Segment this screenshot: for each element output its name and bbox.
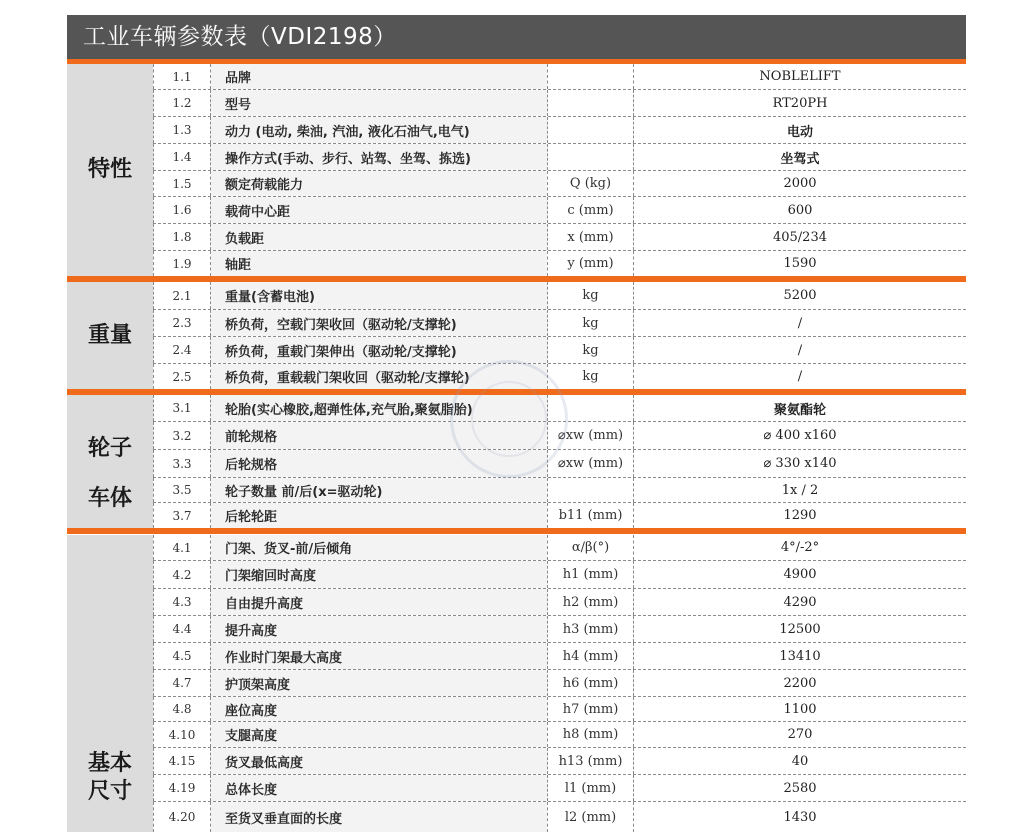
parameter-value: 1590	[783, 256, 817, 271]
row-number: 1.6	[153, 197, 211, 223]
parameter-value: NOBLELIFT	[759, 69, 841, 84]
row-number: 1.9	[153, 251, 211, 276]
row-number: 2.5	[153, 364, 211, 389]
row-number: 1.1	[153, 64, 211, 89]
section-category	[67, 535, 153, 832]
table-row	[153, 802, 966, 832]
category-label: 车体	[87, 486, 132, 511]
row-number: 4.10	[153, 722, 211, 747]
parameter-unit	[547, 395, 634, 421]
category-label: 基本	[87, 751, 132, 776]
parameter-value: 聚氨酯轮	[773, 402, 826, 418]
parameter-name: 载荷中心距	[211, 197, 547, 223]
table-row	[153, 251, 966, 276]
table-row	[153, 616, 966, 643]
category-label: 轮子	[87, 436, 132, 461]
parameter-name: 重量(含蓄电池)	[211, 282, 547, 309]
row-number: 4.1	[153, 535, 211, 560]
parameter-unit: α/β(°)	[547, 535, 634, 560]
parameter-name: 品牌	[211, 64, 547, 89]
parameter-name: 座位高度	[211, 697, 547, 721]
parameter-unit	[547, 117, 634, 143]
parameter-value: 2200	[783, 675, 817, 691]
parameter-unit: h2 (mm)	[547, 589, 634, 615]
parameter-unit: kg	[547, 310, 634, 336]
parameter-unit: h3 (mm)	[547, 616, 634, 642]
parameter-unit: y (mm)	[547, 251, 634, 276]
table-row	[153, 748, 966, 775]
parameter-unit: Q (kg)	[547, 171, 634, 196]
parameter-unit: h6 (mm)	[547, 670, 634, 696]
table-row	[153, 450, 966, 478]
parameter-name: 作业时门架最大高度	[211, 643, 547, 669]
row-number: 1.4	[153, 144, 211, 170]
spec-section	[67, 64, 966, 276]
row-number: 4.15	[153, 748, 211, 774]
row-number: 4.20	[153, 802, 211, 832]
parameter-name: 型号	[211, 90, 547, 116]
table-row	[153, 337, 966, 364]
table-row	[153, 144, 966, 171]
table-row	[153, 117, 966, 144]
parameter-unit: kg	[547, 282, 634, 309]
parameter-name: 额定荷载能力	[211, 171, 547, 196]
row-number: 1.8	[153, 224, 211, 250]
spec-section	[67, 282, 966, 389]
parameter-value: 1x / 2	[781, 482, 819, 498]
table-row	[153, 503, 966, 528]
sheet-title: 工业车辆参数表（VDI2198）	[67, 15, 966, 59]
table-row	[153, 643, 966, 670]
parameter-value: ⌀ 400 x160	[763, 428, 837, 443]
table-row	[153, 90, 966, 117]
parameter-name: 支腿高度	[211, 722, 547, 747]
row-number: 1.5	[153, 171, 211, 196]
row-number: 4.8	[153, 697, 211, 721]
parameter-unit: l1 (mm)	[547, 775, 634, 801]
parameter-unit: x (mm)	[547, 224, 634, 250]
table-row	[153, 775, 966, 802]
parameter-name: 前轮规格	[211, 422, 547, 449]
parameter-name: 至货叉垂直面的长度	[211, 802, 547, 832]
spec-section	[67, 535, 966, 832]
row-number: 3.2	[153, 422, 211, 449]
parameter-unit: ⌀xw (mm)	[547, 422, 634, 449]
parameter-unit: l2 (mm)	[547, 802, 634, 832]
parameter-value: 4900	[783, 567, 817, 582]
parameter-value: 1100	[783, 701, 817, 717]
parameter-value: 4290	[783, 594, 817, 610]
parameter-value: 电动	[786, 124, 813, 140]
section-rows	[153, 395, 966, 528]
parameter-value: 2580	[783, 780, 817, 796]
category-label: 特性	[87, 157, 132, 182]
table-row	[153, 171, 966, 197]
parameter-name: 门架缩回时高度	[211, 561, 547, 588]
row-number: 4.2	[153, 561, 211, 588]
parameter-value: /	[797, 315, 803, 331]
parameter-unit: h8 (mm)	[547, 722, 634, 747]
table-row	[153, 64, 966, 90]
parameter-name: 后轮规格	[211, 450, 547, 477]
table-row	[153, 697, 966, 722]
table-row	[153, 722, 966, 748]
table-row	[153, 478, 966, 503]
parameter-unit: h1 (mm)	[547, 561, 634, 588]
parameter-value: 5200	[783, 288, 817, 303]
section-category	[67, 395, 153, 528]
parameter-name: 自由提升高度	[211, 589, 547, 615]
row-number: 2.1	[153, 282, 211, 309]
parameter-name: 桥负荷，重载门架伸出（驱动轮/支撑轮)	[211, 337, 547, 363]
section-rows	[153, 64, 966, 276]
parameter-unit: kg	[547, 337, 634, 363]
parameter-name: 轴距	[211, 251, 547, 276]
table-row	[153, 589, 966, 616]
row-number: 3.5	[153, 478, 211, 502]
parameter-value: 12500	[779, 621, 821, 637]
table-row	[153, 535, 966, 561]
parameter-name: 桥负荷，重载载门架收回（驱动轮/支撑轮)	[211, 364, 547, 389]
parameter-name: 提升高度	[211, 616, 547, 642]
parameter-value: 270	[787, 727, 813, 742]
parameter-value: /	[797, 342, 803, 358]
row-number: 3.1	[153, 395, 211, 421]
parameter-unit	[547, 90, 634, 116]
section-rows	[153, 535, 966, 832]
parameter-name: 货叉最低高度	[211, 748, 547, 774]
row-number: 2.3	[153, 310, 211, 336]
row-number: 3.7	[153, 503, 211, 528]
spec-section	[67, 395, 966, 528]
table-row	[153, 395, 966, 422]
parameter-name: 门架、货叉-前/后倾角	[211, 535, 547, 560]
parameter-unit: h13 (mm)	[547, 748, 634, 774]
table-row	[153, 670, 966, 697]
row-number: 4.5	[153, 643, 211, 669]
row-number: 4.19	[153, 775, 211, 801]
parameter-value: 1290	[783, 508, 817, 523]
parameter-value: 坐驾式	[780, 151, 820, 167]
parameter-unit: b11 (mm)	[547, 503, 634, 528]
parameter-name: 桥负荷，空载门架收回（驱动轮/支撑轮)	[211, 310, 547, 336]
parameter-unit	[547, 478, 634, 502]
parameter-value: 40	[791, 753, 809, 769]
row-number: 4.3	[153, 589, 211, 615]
parameter-unit	[547, 64, 634, 89]
parameter-name: 动力 (电动, 柴油, 汽油, 液化石油气,电气)	[211, 117, 547, 143]
row-number: 4.7	[153, 670, 211, 696]
parameter-value: 405/234	[772, 229, 827, 245]
section-category	[67, 64, 153, 276]
parameter-value: /	[797, 369, 803, 384]
parameter-unit	[547, 144, 634, 170]
row-number: 1.2	[153, 90, 211, 116]
parameter-name: 轮子数量 前/后(x=驱动轮)	[211, 478, 547, 502]
table-row	[153, 224, 966, 251]
parameter-value: 4°/-2°	[780, 540, 820, 555]
parameter-value: ⌀ 330 x140	[763, 456, 837, 471]
parameter-unit: c (mm)	[547, 197, 634, 223]
parameter-unit: h7 (mm)	[547, 697, 634, 721]
parameter-name: 护顶架高度	[211, 670, 547, 696]
parameter-value: RT20PH	[772, 95, 828, 111]
row-number: 4.4	[153, 616, 211, 642]
category-label: 重量	[87, 322, 132, 348]
table-row	[153, 282, 966, 310]
parameter-value: 600	[787, 202, 813, 218]
parameter-name: 总体长度	[211, 775, 547, 801]
parameter-unit: ⌀xw (mm)	[547, 450, 634, 477]
table-row	[153, 197, 966, 224]
parameter-unit: h4 (mm)	[547, 643, 634, 669]
parameter-name: 轮胎(实心橡胶,超弹性体,充气胎,聚氨脂胎)	[211, 395, 547, 421]
row-number: 1.3	[153, 117, 211, 143]
parameter-value: 2000	[783, 176, 817, 191]
parameter-name: 操作方式(手动、步行、站驾、坐驾、拣选)	[211, 144, 547, 170]
parameter-value: 13410	[779, 648, 821, 664]
section-rows	[153, 282, 966, 389]
parameter-name: 负载距	[211, 224, 547, 250]
section-separator	[67, 528, 966, 534]
row-number: 3.3	[153, 450, 211, 477]
table-row	[153, 422, 966, 450]
parameter-value: 1430	[783, 809, 817, 825]
parameter-unit: kg	[547, 364, 634, 389]
parameter-name: 后轮轮距	[211, 503, 547, 528]
section-category	[67, 282, 153, 389]
table-row	[153, 561, 966, 589]
table-row	[153, 364, 966, 389]
row-number: 2.4	[153, 337, 211, 363]
category-label: 尺寸	[87, 779, 132, 804]
table-row	[153, 310, 966, 337]
